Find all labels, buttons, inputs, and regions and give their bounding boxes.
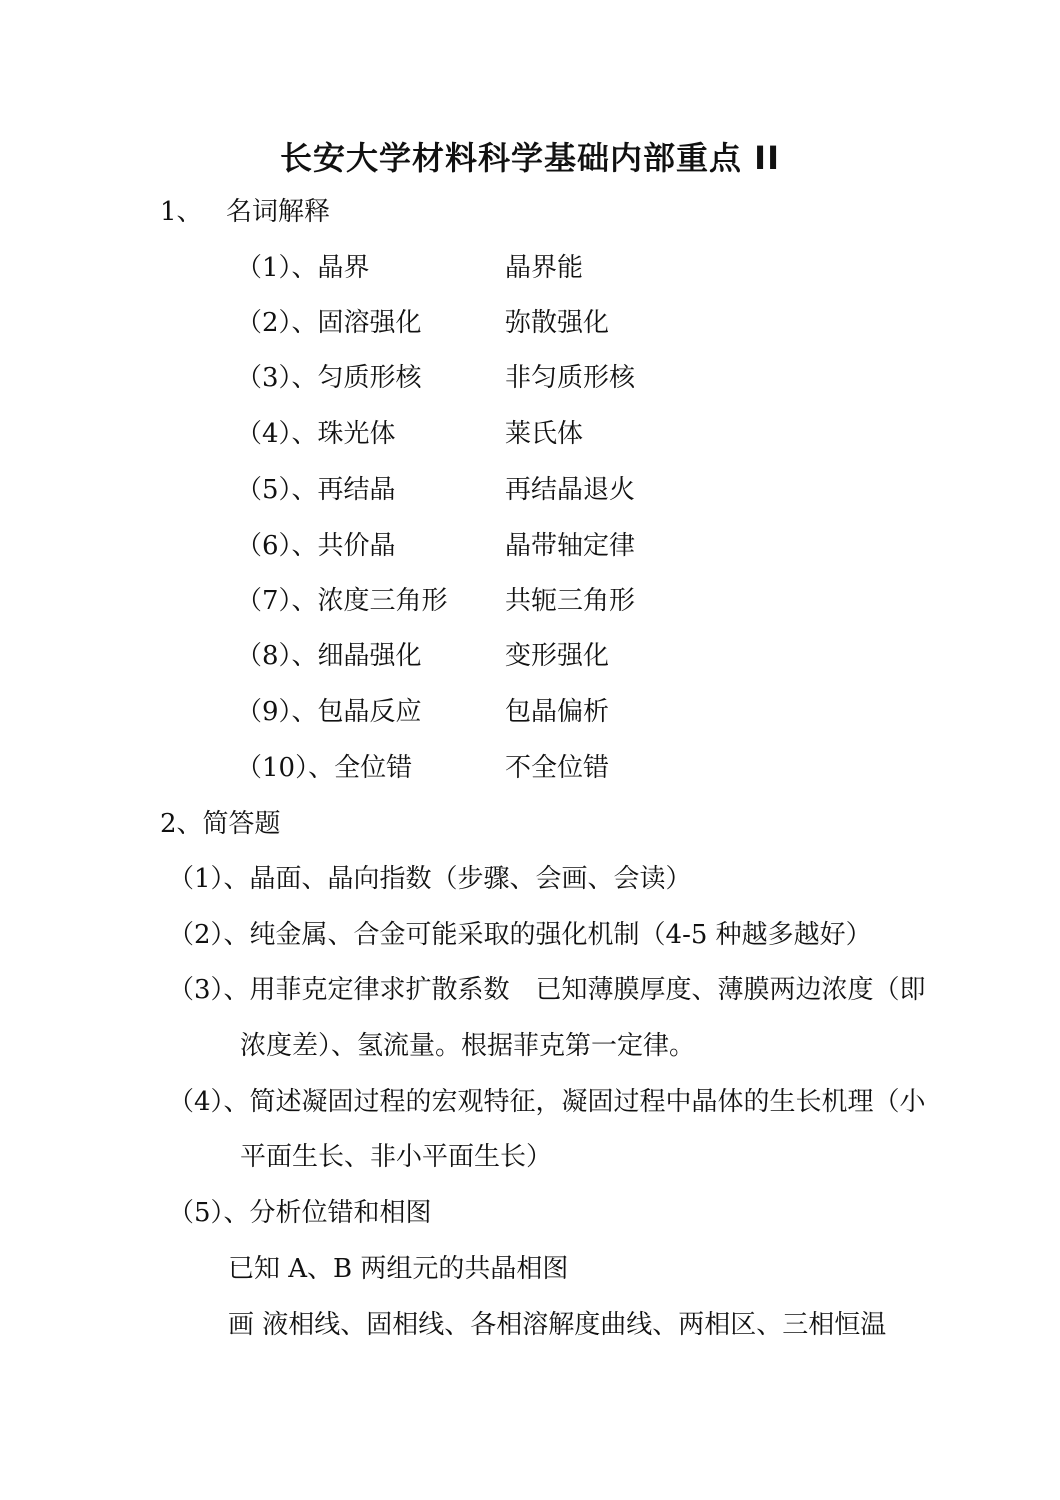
term-left: （7）、浓度三角形	[236, 586, 448, 616]
section2-heading: 2、简答题	[160, 809, 281, 839]
term-right: 再结晶退火	[505, 475, 636, 505]
term-right: 包晶偏析	[505, 697, 610, 727]
term-right: 晶界能	[505, 253, 584, 283]
term-right: 弥散强化	[505, 308, 610, 338]
term-left: （9）、包晶反应	[236, 697, 422, 727]
term-left: （2）、固溶强化	[236, 308, 422, 338]
term-right: 变形强化	[505, 641, 610, 671]
question-2: （2）、纯金属、合金可能采取的强化机制（4-5 种越多越好）	[168, 920, 872, 950]
term-right: 非匀质形核	[505, 363, 636, 393]
term-left: （3）、匀质形核	[236, 363, 422, 393]
question-5: （5）、分析位错和相图	[168, 1198, 432, 1228]
term-left: （4）、珠光体	[236, 419, 396, 449]
question-5-line2: 画 液相线、固相线、各相溶解度曲线、两相区、三相恒温	[228, 1310, 887, 1340]
question-3-line1: （3）、用菲克定律求扩散系数 已知薄膜厚度、薄膜两边浓度（即	[168, 975, 926, 1005]
term-left: （8）、细晶强化	[236, 641, 422, 671]
question-3-line2: 浓度差）、氢流量。根据菲克第一定律。	[240, 1031, 696, 1061]
term-left: （5）、再结晶	[236, 475, 396, 505]
question-4-line1: （4）、简述凝固过程的宏观特征，凝固过程中晶体的生长机理（小	[168, 1087, 926, 1117]
term-right: 共轭三角形	[505, 586, 636, 616]
term-right: 莱氏体	[505, 419, 584, 449]
page-title: 长安大学材料科学基础内部重点 II	[280, 139, 780, 177]
term-left: （6）、共价晶	[236, 531, 396, 561]
term-left: （1）、晶界	[236, 253, 370, 283]
section1-number: 1、	[160, 197, 203, 227]
question-4-line2: 平面生长、非小平面生长）	[240, 1142, 553, 1172]
term-right: 晶带轴定律	[505, 531, 636, 561]
term-left: （10）、全位错	[236, 753, 413, 783]
question-1: （1）、晶面、晶向指数（步骤、会画、会读）	[168, 864, 692, 894]
question-5-line1: 已知 A、B 两组元的共晶相图	[228, 1254, 569, 1284]
term-right: 不全位错	[505, 753, 610, 783]
section1-heading: 名词解释	[226, 197, 331, 227]
